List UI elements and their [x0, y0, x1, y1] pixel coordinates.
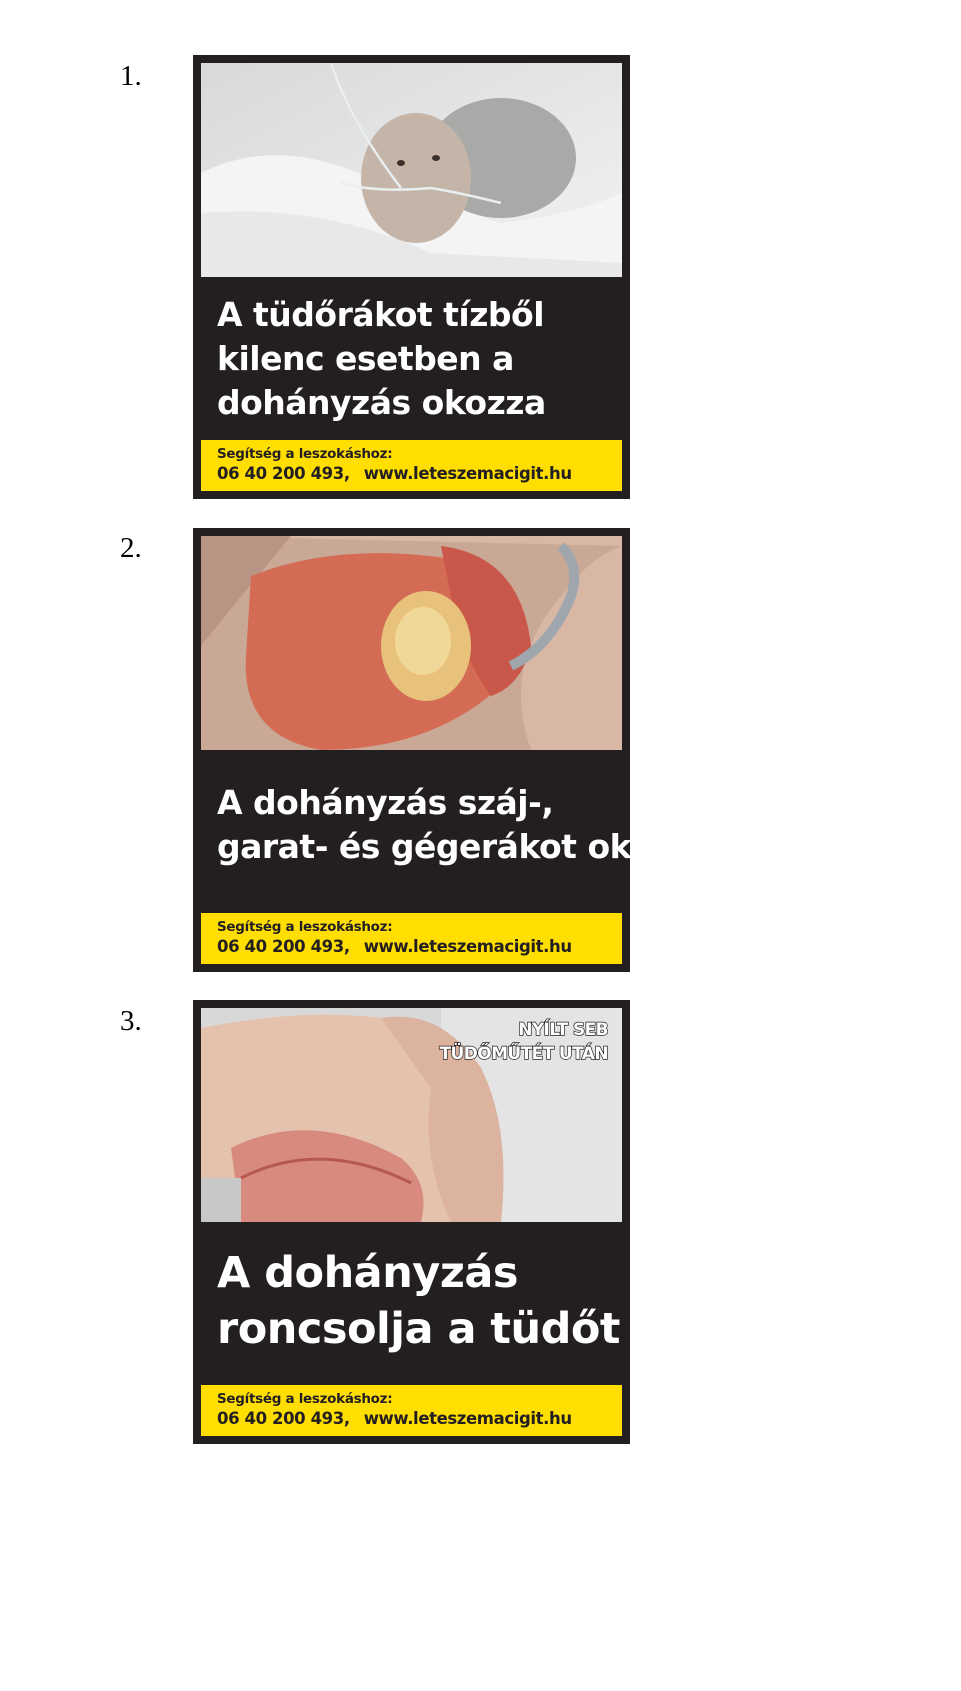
warning-photo-mouth-cancer	[201, 536, 622, 750]
warning-message-line: kilenc esetben a	[217, 339, 514, 378]
quitline-band	[201, 1385, 622, 1436]
warning-message-line: A dohányzás száj-,	[217, 783, 554, 822]
health-warning-2	[193, 528, 672, 972]
photo-caption-line: NYÍLT SEB	[518, 1020, 608, 1040]
quitline-contact	[217, 1408, 608, 1430]
quitline-label: Segítség a leszokáshoz:	[217, 446, 393, 462]
photo-caption-line: TÜDŐMŰTÉT UTÁN	[439, 1044, 608, 1064]
health-warning-1	[193, 55, 630, 499]
quitline-phone: 06 40 200 493,	[217, 464, 350, 483]
warning-photo-hospital-patient	[201, 63, 622, 277]
warning-message-line: A dohányzás	[217, 1248, 518, 1298]
quitline-band	[201, 913, 622, 964]
quitline-phone: 06 40 200 493,	[217, 937, 350, 956]
warning-message-line: dohányzás okozza	[217, 383, 546, 422]
item-number-3: 3.	[120, 1005, 142, 1037]
item-number-1: 1.	[120, 60, 142, 92]
quitline-label: Segítség a leszokáshoz:	[217, 919, 393, 935]
warning-message-line: A tüdőrákot tízből	[217, 295, 545, 334]
item-number-2: 2.	[120, 532, 142, 564]
warning-message	[217, 781, 672, 869]
quitline-url: www.leteszemacigit.hu	[363, 464, 572, 483]
quitline-contact	[217, 463, 608, 485]
photo-caption	[440, 1018, 608, 1066]
quitline-contact	[217, 936, 608, 958]
quitline-phone: 06 40 200 493,	[217, 1409, 350, 1428]
quitline-label: Segítség a leszokáshoz:	[217, 1391, 393, 1407]
quitline-url: www.leteszemacigit.hu	[363, 1409, 572, 1428]
warning-message-line: roncsolja a tüdőt	[217, 1304, 620, 1354]
warning-message-line: garat- és gégerákot okoz	[217, 827, 672, 866]
warning-message	[217, 293, 618, 425]
warning-message	[217, 1245, 618, 1357]
quitline-url: www.leteszemacigit.hu	[363, 937, 572, 956]
health-warning-3	[193, 1000, 630, 1444]
warning-photo-surgical-wound	[201, 1008, 622, 1222]
quitline-band	[201, 440, 622, 491]
